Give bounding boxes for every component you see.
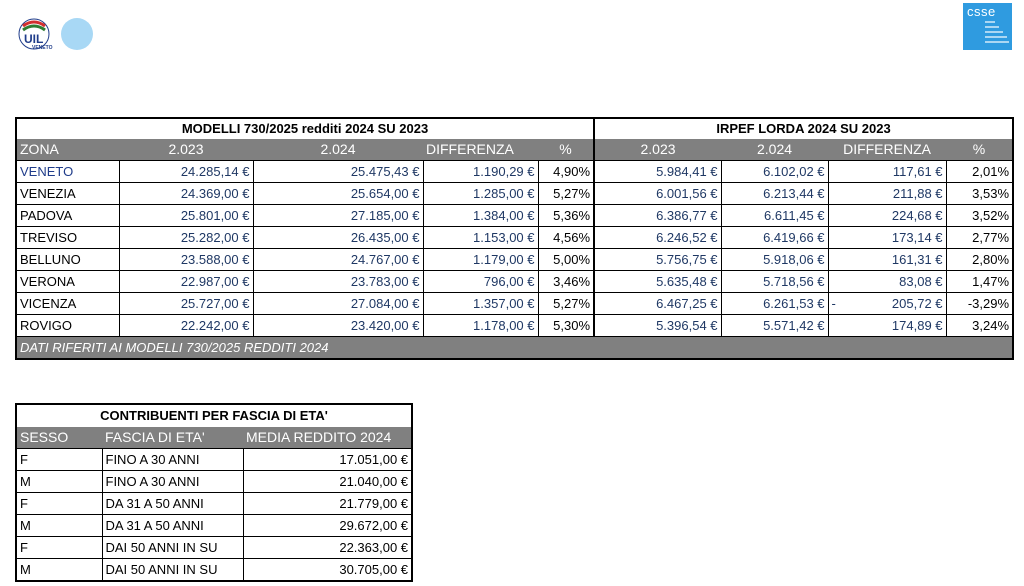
cell-reddito-2023: 23.588,00 €: [119, 249, 253, 271]
cell-sesso: F: [16, 493, 102, 515]
cell-irpef-differenza: [828, 293, 946, 315]
table-row: [16, 315, 1013, 337]
table-row: [16, 183, 1013, 205]
cell-irpef-differenza: 117,61 €: [828, 161, 946, 183]
header-percent: %: [538, 139, 594, 161]
csse-logo-lines: [985, 21, 1009, 46]
header-2023: 2.023: [119, 139, 253, 161]
cell-irpef-2023: 6.386,77 €: [594, 205, 721, 227]
cell-irpef-2023: 5.396,54 €: [594, 315, 721, 337]
income-comparison-table: [15, 117, 1014, 360]
cell-reddito-2024: 23.420,00 €: [253, 315, 423, 337]
cell-irpef-2024: 6.213,44 €: [721, 183, 828, 205]
cell-reddito-2024: 24.767,00 €: [253, 249, 423, 271]
cell-media-reddito: 21.040,00 €: [243, 471, 412, 493]
cell-reddito-differenza: 1.190,29 €: [423, 161, 538, 183]
cell-irpef-2024: 6.261,53 €: [721, 293, 828, 315]
cell-fascia-eta: FINO A 30 ANNI: [102, 449, 243, 471]
table-row: [16, 249, 1013, 271]
cell-zona: VENETO: [16, 161, 119, 183]
cell-irpef-percent: 2,77%: [946, 227, 1013, 249]
cell-media-reddito: 21.779,00 €: [243, 493, 412, 515]
table-row: [16, 471, 412, 493]
cell-fascia-eta: FINO A 30 ANNI: [102, 471, 243, 493]
cell-irpef-differenza: 161,31 €: [828, 249, 946, 271]
csse-logo-text: csse: [967, 4, 996, 19]
table-row: [16, 515, 412, 537]
cell-sesso: M: [16, 515, 102, 537]
table-row: [16, 449, 412, 471]
table-row: [16, 537, 412, 559]
cell-reddito-percent: 4,56%: [538, 227, 594, 249]
cell-reddito-percent: 5,27%: [538, 183, 594, 205]
table-row: [16, 559, 412, 582]
cell-reddito-differenza: 1.384,00 €: [423, 205, 538, 227]
cell-zona: TREVISO: [16, 227, 119, 249]
header-2024: 2.024: [253, 139, 423, 161]
cell-reddito-percent: 5,27%: [538, 293, 594, 315]
uil-veneto-logo: [18, 16, 98, 52]
cell-reddito-differenza: 1.178,00 €: [423, 315, 538, 337]
cell-irpef-percent: 2,01%: [946, 161, 1013, 183]
cell-zona: ROVIGO: [16, 315, 119, 337]
cell-sesso: M: [16, 559, 102, 582]
csse-logo: [963, 3, 1012, 50]
cell-media-reddito: 30.705,00 €: [243, 559, 412, 582]
cell-fascia-eta: DAI 50 ANNI IN SU: [102, 559, 243, 582]
cell-reddito-2024: 27.084,00 €: [253, 293, 423, 315]
cell-media-reddito: 17.051,00 €: [243, 449, 412, 471]
cell-reddito-2023: 25.282,00 €: [119, 227, 253, 249]
header-media-reddito: MEDIA REDDITO 2024: [243, 427, 412, 449]
cell-reddito-2024: 25.654,00 €: [253, 183, 423, 205]
cell-irpef-2024: 6.611,45 €: [721, 205, 828, 227]
cell-irpef-differenza: 83,08 €: [828, 271, 946, 293]
age-table-title: CONTRIBUENTI PER FASCIA DI ETA': [100, 408, 328, 423]
cell-reddito-2023: 24.369,00 €: [119, 183, 253, 205]
header-differenza: DIFFERENZA: [423, 139, 538, 161]
header-irpef-2023: 2.023: [594, 139, 721, 161]
cell-reddito-differenza: 1.179,00 €: [423, 249, 538, 271]
cell-irpef-differenza: 211,88 €: [828, 183, 946, 205]
header-irpef-2024: 2.024: [721, 139, 828, 161]
cell-sesso: F: [16, 449, 102, 471]
table-row: [16, 227, 1013, 249]
cell-reddito-2024: 27.185,00 €: [253, 205, 423, 227]
cell-irpef-2023: 5.984,41 €: [594, 161, 721, 183]
cell-irpef-2023: 6.467,25 €: [594, 293, 721, 315]
cell-reddito-percent: 3,46%: [538, 271, 594, 293]
cell-fascia-eta: DA 31 A 50 ANNI: [102, 515, 243, 537]
cell-irpef-2024: 6.102,02 €: [721, 161, 828, 183]
cell-irpef-2023: 6.001,56 €: [594, 183, 721, 205]
cell-irpef-2023: 5.635,48 €: [594, 271, 721, 293]
cell-reddito-2024: 26.435,00 €: [253, 227, 423, 249]
header-fascia-eta: FASCIA DI ETA': [102, 427, 243, 449]
cell-reddito-2023: 22.242,00 €: [119, 315, 253, 337]
table-footnote: DATI RIFERITI AI MODELLI 730/2025 REDDITI 2024: [16, 337, 1013, 360]
cell-reddito-2023: 25.801,00 €: [119, 205, 253, 227]
section-title-irpef: IRPEF LORDA 2024 SU 2023: [594, 118, 1013, 139]
cell-irpef-2023: 6.246,52 €: [594, 227, 721, 249]
cell-zona: PADOVA: [16, 205, 119, 227]
header-zona: ZONA: [16, 139, 119, 161]
cell-irpef-differenza: 174,89 €: [828, 315, 946, 337]
uil-logo-text: UIL: [24, 32, 44, 46]
cell-reddito-percent: 5,30%: [538, 315, 594, 337]
header-irpef-differenza: DIFFERENZA: [828, 139, 946, 161]
section-title-modelli: MODELLI 730/2025 redditi 2024 SU 2023: [16, 118, 594, 139]
cell-irpef-2023: 5.756,75 €: [594, 249, 721, 271]
cell-fascia-eta: DA 31 A 50 ANNI: [102, 493, 243, 515]
table-row: [16, 271, 1013, 293]
cell-reddito-differenza: 1.153,00 €: [423, 227, 538, 249]
cell-irpef-percent: 3,52%: [946, 205, 1013, 227]
cell-irpef-2024: 6.419,66 €: [721, 227, 828, 249]
table-row: [16, 161, 1013, 183]
negative-sign: -: [831, 296, 836, 311]
cell-irpef-2024: 5.718,56 €: [721, 271, 828, 293]
cell-irpef-differenza: 224,68 €: [828, 205, 946, 227]
cell-irpef-percent: 3,24%: [946, 315, 1013, 337]
cell-irpef-percent: 2,80%: [946, 249, 1013, 271]
table-row: [16, 205, 1013, 227]
cell-reddito-differenza: 1.357,00 €: [423, 293, 538, 315]
cell-media-reddito: 22.363,00 €: [243, 537, 412, 559]
cell-irpef-percent: -3,29%: [946, 293, 1013, 315]
cell-fascia-eta: DAI 50 ANNI IN SU: [102, 537, 243, 559]
cell-zona: VICENZA: [16, 293, 119, 315]
cell-reddito-percent: 4,90%: [538, 161, 594, 183]
cell-reddito-2023: 22.987,00 €: [119, 271, 253, 293]
cell-zona: VERONA: [16, 271, 119, 293]
cell-zona: VENEZIA: [16, 183, 119, 205]
cell-reddito-2023: 25.727,00 €: [119, 293, 253, 315]
cell-sesso: F: [16, 537, 102, 559]
cell-irpef-percent: 1,47%: [946, 271, 1013, 293]
cell-reddito-2024: 23.783,00 €: [253, 271, 423, 293]
cell-reddito-percent: 5,00%: [538, 249, 594, 271]
cell-value: 205,72 €: [891, 296, 943, 311]
cell-reddito-2024: 25.475,43 €: [253, 161, 423, 183]
cell-reddito-percent: 5,36%: [538, 205, 594, 227]
table-row: [16, 293, 1013, 315]
cell-irpef-percent: 3,53%: [946, 183, 1013, 205]
cell-media-reddito: 29.672,00 €: [243, 515, 412, 537]
cell-reddito-2023: 24.285,14 €: [119, 161, 253, 183]
cell-reddito-differenza: 796,00 €: [423, 271, 538, 293]
veneto-logo-text: VENETO: [32, 45, 53, 51]
cell-irpef-2024: 5.918,06 €: [721, 249, 828, 271]
header-irpef-percent: %: [946, 139, 1013, 161]
age-bracket-table: [15, 403, 413, 582]
cell-irpef-differenza: 173,14 €: [828, 227, 946, 249]
cell-zona: BELLUNO: [16, 249, 119, 271]
cell-irpef-2024: 5.571,42 €: [721, 315, 828, 337]
cell-reddito-differenza: 1.285,00 €: [423, 183, 538, 205]
cell-sesso: M: [16, 471, 102, 493]
header-sesso: SESSO: [16, 427, 102, 449]
table-row: [16, 493, 412, 515]
